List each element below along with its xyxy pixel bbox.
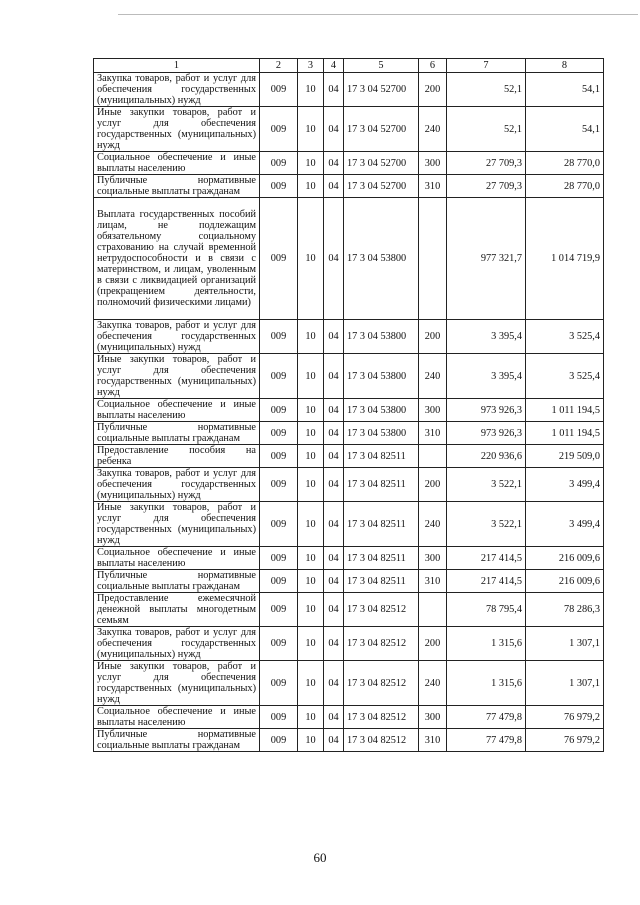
expense-type-cell xyxy=(419,445,447,468)
subsection-code-cell: 04 xyxy=(324,198,344,320)
header-cell: 1 xyxy=(94,59,260,73)
amount-year1-cell: 77 479,8 xyxy=(447,729,526,752)
amount-year1-cell: 977 321,7 xyxy=(447,198,526,320)
row-name-cell: Закупка товаров, работ и услуг для обеспечения государственных (муниципальных) нужд xyxy=(94,320,260,354)
subsection-code-cell: 04 xyxy=(324,593,344,627)
amount-year1-cell: 27 709,3 xyxy=(447,175,526,198)
target-article-cell: 17 3 04 82511 xyxy=(344,502,419,547)
row-name-cell: Социальное обеспечение и иные выплаты населению xyxy=(94,706,260,729)
subsection-code-cell: 04 xyxy=(324,468,344,502)
target-article-cell: 17 3 04 82512 xyxy=(344,593,419,627)
target-article-cell: 17 3 04 53800 xyxy=(344,399,419,422)
admin-code-cell: 009 xyxy=(260,198,298,320)
amount-year1-cell: 52,1 xyxy=(447,107,526,152)
expense-type-cell: 200 xyxy=(419,468,447,502)
section-code-cell: 10 xyxy=(298,198,324,320)
row-name-cell: Закупка товаров, работ и услуг для обеспечения государственных (муниципальных) нужд xyxy=(94,468,260,502)
admin-code-cell: 009 xyxy=(260,706,298,729)
section-code-cell: 10 xyxy=(298,107,324,152)
amount-year1-cell: 27 709,3 xyxy=(447,152,526,175)
subsection-code-cell: 04 xyxy=(324,354,344,399)
target-article-cell: 17 3 04 82511 xyxy=(344,570,419,593)
amount-year1-cell: 217 414,5 xyxy=(447,570,526,593)
page-number: 60 xyxy=(313,850,327,865)
expense-type-cell: 310 xyxy=(419,422,447,445)
target-article-cell: 17 3 04 82511 xyxy=(344,445,419,468)
section-code-cell: 10 xyxy=(298,422,324,445)
admin-code-cell: 009 xyxy=(260,399,298,422)
amount-year2-cell: 1 307,1 xyxy=(526,627,604,661)
header-cell: 3 xyxy=(298,59,324,73)
row-name-cell: Иные закупки товаров, работ и услуг для обеспечения государственных (муниципальных) нужд xyxy=(94,661,260,706)
expense-type-cell: 240 xyxy=(419,661,447,706)
row-name-cell: Публичные нормативные социальные выплаты гражданам xyxy=(94,175,260,198)
admin-code-cell: 009 xyxy=(260,661,298,706)
amount-year2-cell: 28 770,0 xyxy=(526,175,604,198)
admin-code-cell: 009 xyxy=(260,729,298,752)
row-name-cell: Публичные нормативные социальные выплаты гражданам xyxy=(94,729,260,752)
amount-year1-cell: 1 315,6 xyxy=(447,661,526,706)
amount-year2-cell: 54,1 xyxy=(526,107,604,152)
table-row xyxy=(94,107,604,152)
amount-year2-cell: 1 011 194,5 xyxy=(526,422,604,445)
table-body xyxy=(94,59,604,752)
row-name-cell: Иные закупки товаров, работ и услуг для обеспечения государственных (муниципальных) нужд xyxy=(94,502,260,547)
expense-type-cell xyxy=(419,198,447,320)
section-code-cell: 10 xyxy=(298,73,324,107)
table-row xyxy=(94,547,604,570)
row-name-cell: Выплата государственных пособий лицам, не подлежащим обязательному социальному страхованию на случай временной нетрудоспособности и в связи с материнством, и лицам, уволенным в связи с ликвидацией организаций (прекращением деятельности, полномочий физическими лицами) xyxy=(94,198,260,320)
target-article-cell: 17 3 04 53800 xyxy=(344,354,419,399)
target-article-cell: 17 3 04 52700 xyxy=(344,152,419,175)
table-row xyxy=(94,729,604,752)
admin-code-cell: 009 xyxy=(260,354,298,399)
target-article-cell: 17 3 04 82511 xyxy=(344,468,419,502)
amount-year1-cell: 3 395,4 xyxy=(447,320,526,354)
expense-type-cell: 200 xyxy=(419,73,447,107)
target-article-cell: 17 3 04 82512 xyxy=(344,729,419,752)
target-article-cell: 17 3 04 82512 xyxy=(344,661,419,706)
admin-code-cell: 009 xyxy=(260,175,298,198)
target-article-cell: 17 3 04 52700 xyxy=(344,107,419,152)
row-name-cell: Социальное обеспечение и иные выплаты населению xyxy=(94,399,260,422)
row-name-cell: Публичные нормативные социальные выплаты гражданам xyxy=(94,570,260,593)
admin-code-cell: 009 xyxy=(260,320,298,354)
row-name-cell: Иные закупки товаров, работ и услуг для обеспечения государственных (муниципальных) нужд xyxy=(94,354,260,399)
row-name-cell: Иные закупки товаров, работ и услуг для обеспечения государственных (муниципальных) нужд xyxy=(94,107,260,152)
table-row xyxy=(94,422,604,445)
section-code-cell: 10 xyxy=(298,729,324,752)
section-code-cell: 10 xyxy=(298,320,324,354)
subsection-code-cell: 04 xyxy=(324,399,344,422)
header-cell: 4 xyxy=(324,59,344,73)
subsection-code-cell: 04 xyxy=(324,729,344,752)
amount-year2-cell: 76 979,2 xyxy=(526,729,604,752)
target-article-cell: 17 3 04 82511 xyxy=(344,547,419,570)
amount-year1-cell: 1 315,6 xyxy=(447,627,526,661)
target-article-cell: 17 3 04 53800 xyxy=(344,198,419,320)
header-cell: 6 xyxy=(419,59,447,73)
subsection-code-cell: 04 xyxy=(324,152,344,175)
section-code-cell: 10 xyxy=(298,399,324,422)
amount-year1-cell: 77 479,8 xyxy=(447,706,526,729)
subsection-code-cell: 04 xyxy=(324,107,344,152)
subsection-code-cell: 04 xyxy=(324,502,344,547)
section-code-cell: 10 xyxy=(298,468,324,502)
expense-type-cell: 310 xyxy=(419,570,447,593)
admin-code-cell: 009 xyxy=(260,152,298,175)
subsection-code-cell: 04 xyxy=(324,422,344,445)
amount-year2-cell: 3 525,4 xyxy=(526,354,604,399)
admin-code-cell: 009 xyxy=(260,73,298,107)
amount-year2-cell: 1 011 194,5 xyxy=(526,399,604,422)
amount-year2-cell: 1 307,1 xyxy=(526,661,604,706)
expense-type-cell: 240 xyxy=(419,107,447,152)
subsection-code-cell: 04 xyxy=(324,706,344,729)
header-cell: 7 xyxy=(447,59,526,73)
subsection-code-cell: 04 xyxy=(324,570,344,593)
expense-type-cell: 240 xyxy=(419,502,447,547)
amount-year2-cell: 78 286,3 xyxy=(526,593,604,627)
target-article-cell: 17 3 04 82512 xyxy=(344,706,419,729)
expense-type-cell: 300 xyxy=(419,547,447,570)
amount-year2-cell: 3 499,4 xyxy=(526,502,604,547)
table-row xyxy=(94,73,604,107)
row-name-cell: Социальное обеспечение и иные выплаты населению xyxy=(94,547,260,570)
row-name-cell: Предоставление ежемесячной денежной выплаты многодетным семьям xyxy=(94,593,260,627)
section-code-cell: 10 xyxy=(298,627,324,661)
expense-type-cell: 310 xyxy=(419,175,447,198)
subsection-code-cell: 04 xyxy=(324,627,344,661)
amount-year2-cell: 76 979,2 xyxy=(526,706,604,729)
scan-edge-line xyxy=(118,14,638,15)
expense-type-cell: 300 xyxy=(419,399,447,422)
section-code-cell: 10 xyxy=(298,445,324,468)
subsection-code-cell: 04 xyxy=(324,445,344,468)
expense-type-cell xyxy=(419,593,447,627)
admin-code-cell: 009 xyxy=(260,570,298,593)
section-code-cell: 10 xyxy=(298,547,324,570)
subsection-code-cell: 04 xyxy=(324,175,344,198)
table-row xyxy=(94,399,604,422)
target-article-cell: 17 3 04 52700 xyxy=(344,73,419,107)
header-cell: 5 xyxy=(344,59,419,73)
budget-table xyxy=(93,58,604,752)
expense-type-cell: 310 xyxy=(419,729,447,752)
subsection-code-cell: 04 xyxy=(324,73,344,107)
amount-year2-cell: 219 509,0 xyxy=(526,445,604,468)
admin-code-cell: 009 xyxy=(260,593,298,627)
row-name-cell: Социальное обеспечение и иные выплаты населению xyxy=(94,152,260,175)
table-row xyxy=(94,627,604,661)
table-header-row xyxy=(94,59,604,73)
amount-year1-cell: 217 414,5 xyxy=(447,547,526,570)
expense-type-cell: 240 xyxy=(419,354,447,399)
amount-year2-cell: 216 009,6 xyxy=(526,547,604,570)
table-row xyxy=(94,320,604,354)
target-article-cell: 17 3 04 52700 xyxy=(344,175,419,198)
section-code-cell: 10 xyxy=(298,593,324,627)
admin-code-cell: 009 xyxy=(260,445,298,468)
header-cell: 2 xyxy=(260,59,298,73)
table-row xyxy=(94,570,604,593)
target-article-cell: 17 3 04 53800 xyxy=(344,422,419,445)
subsection-code-cell: 04 xyxy=(324,320,344,354)
amount-year2-cell: 28 770,0 xyxy=(526,152,604,175)
target-article-cell: 17 3 04 53800 xyxy=(344,320,419,354)
amount-year1-cell: 3 522,1 xyxy=(447,468,526,502)
target-article-cell: 17 3 04 82512 xyxy=(344,627,419,661)
section-code-cell: 10 xyxy=(298,152,324,175)
admin-code-cell: 009 xyxy=(260,547,298,570)
table-row xyxy=(94,502,604,547)
table-row xyxy=(94,198,604,320)
subsection-code-cell: 04 xyxy=(324,547,344,570)
admin-code-cell: 009 xyxy=(260,627,298,661)
amount-year1-cell: 973 926,3 xyxy=(447,399,526,422)
expense-type-cell: 200 xyxy=(419,320,447,354)
row-name-cell: Закупка товаров, работ и услуг для обеспечения государственных (муниципальных) нужд xyxy=(94,627,260,661)
section-code-cell: 10 xyxy=(298,502,324,547)
amount-year1-cell: 78 795,4 xyxy=(447,593,526,627)
section-code-cell: 10 xyxy=(298,175,324,198)
amount-year2-cell: 1 014 719,9 xyxy=(526,198,604,320)
header-cell: 8 xyxy=(526,59,604,73)
row-name-cell: Публичные нормативные социальные выплаты гражданам xyxy=(94,422,260,445)
expense-type-cell: 300 xyxy=(419,152,447,175)
table-row xyxy=(94,661,604,706)
amount-year1-cell: 3 522,1 xyxy=(447,502,526,547)
table-row xyxy=(94,175,604,198)
amount-year2-cell: 216 009,6 xyxy=(526,570,604,593)
row-name-cell: Закупка товаров, работ и услуг для обеспечения государственных (муниципальных) нужд xyxy=(94,73,260,107)
section-code-cell: 10 xyxy=(298,661,324,706)
table-row xyxy=(94,152,604,175)
amount-year2-cell: 54,1 xyxy=(526,73,604,107)
amount-year1-cell: 220 936,6 xyxy=(447,445,526,468)
admin-code-cell: 009 xyxy=(260,468,298,502)
section-code-cell: 10 xyxy=(298,706,324,729)
admin-code-cell: 009 xyxy=(260,107,298,152)
expense-type-cell: 300 xyxy=(419,706,447,729)
table-row xyxy=(94,468,604,502)
admin-code-cell: 009 xyxy=(260,422,298,445)
admin-code-cell: 009 xyxy=(260,502,298,547)
row-name-cell: Предоставление пособия на ребенка xyxy=(94,445,260,468)
subsection-code-cell: 04 xyxy=(324,661,344,706)
amount-year2-cell: 3 499,4 xyxy=(526,468,604,502)
amount-year2-cell: 3 525,4 xyxy=(526,320,604,354)
section-code-cell: 10 xyxy=(298,354,324,399)
amount-year1-cell: 973 926,3 xyxy=(447,422,526,445)
table-row xyxy=(94,445,604,468)
table-row xyxy=(94,354,604,399)
expense-type-cell: 200 xyxy=(419,627,447,661)
section-code-cell: 10 xyxy=(298,570,324,593)
table-row xyxy=(94,706,604,729)
amount-year1-cell: 3 395,4 xyxy=(447,354,526,399)
amount-year1-cell: 52,1 xyxy=(447,73,526,107)
table-row xyxy=(94,593,604,627)
